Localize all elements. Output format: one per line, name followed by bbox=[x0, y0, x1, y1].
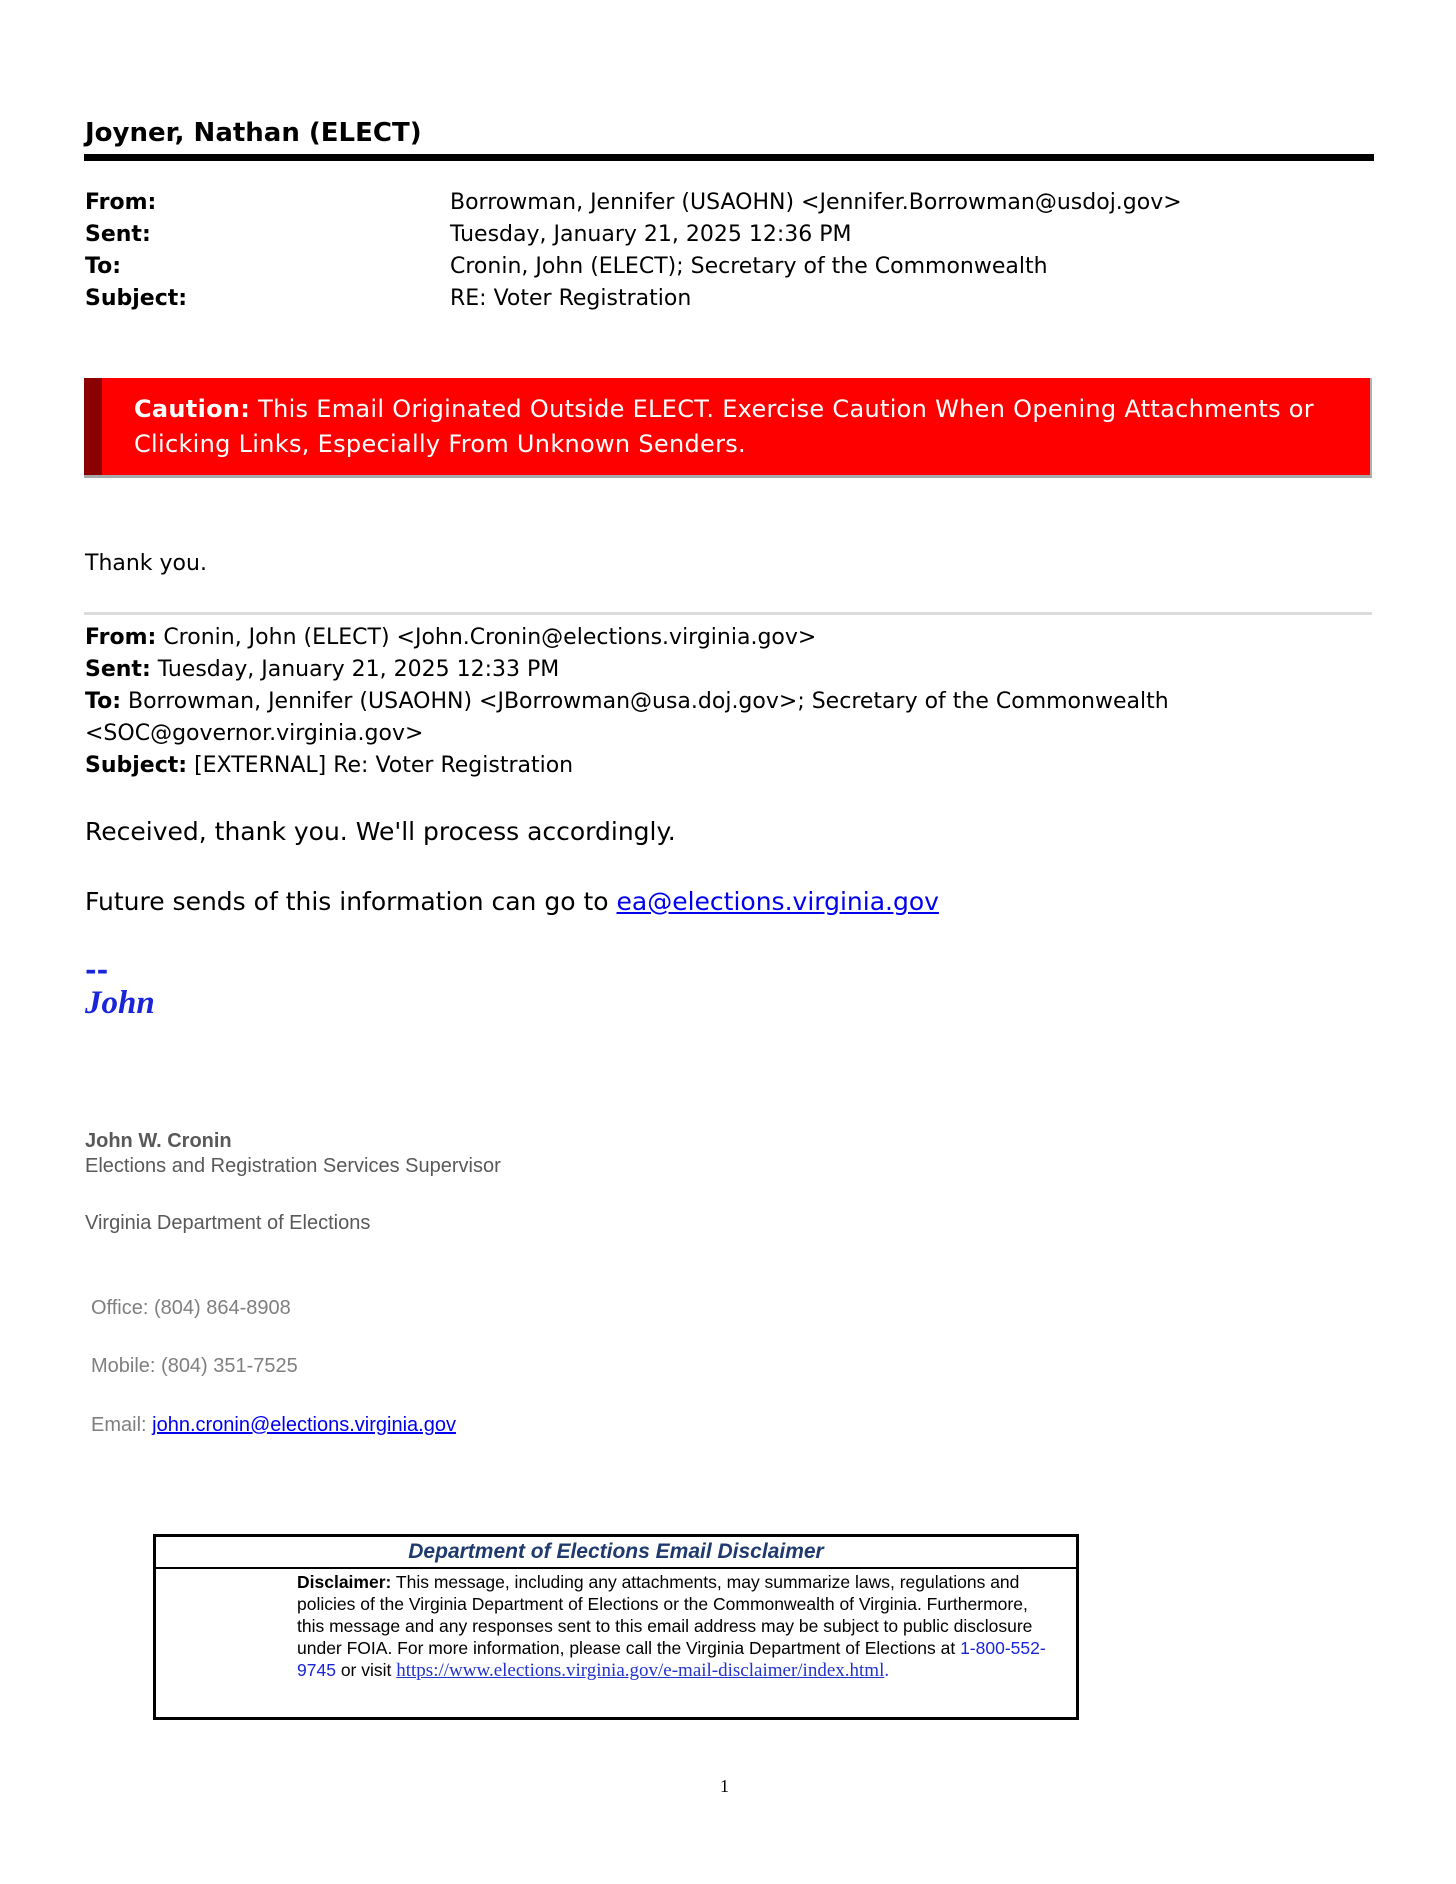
quoted-subject-label: Subject: bbox=[85, 753, 188, 778]
sent-label: Sent: bbox=[85, 222, 151, 247]
signature-name: John bbox=[85, 985, 155, 1021]
disclaimer-body bbox=[297, 1571, 1057, 1682]
quoted-body-prefix: Future sends of this information can go to bbox=[85, 887, 609, 916]
from-value: Borrowman, Jennifer (USAOHN) <Jennifer.Borrowman@usdoj.gov> bbox=[450, 190, 1182, 215]
caution-accent-bar bbox=[84, 378, 102, 475]
disclaimer-box bbox=[153, 1534, 1079, 1720]
disclaimer-end: . bbox=[884, 1660, 890, 1681]
caution-banner bbox=[84, 378, 1372, 478]
page-number: 1 bbox=[720, 1776, 729, 1796]
subject-label: Subject: bbox=[85, 286, 188, 311]
disclaimer-url-link[interactable]: https://www.elections.virginia.gov/e-mail-disclaimer/index.html bbox=[396, 1660, 885, 1681]
signature-mobile-phone: Mobile: (804) 351-7525 bbox=[91, 1355, 298, 1377]
quoted-to-line bbox=[85, 686, 1169, 718]
quoted-body-line2 bbox=[85, 884, 939, 920]
quoted-subject-line bbox=[85, 750, 573, 782]
disclaimer-phone: 1-800-552-9745 bbox=[297, 1638, 1046, 1680]
signature-email-link[interactable]: john.cronin@elections.virginia.gov bbox=[152, 1414, 456, 1436]
quoted-body-line1: Received, thank you. We'll process accordingly. bbox=[85, 817, 676, 846]
caution-message: This Email Originated Outside ELECT. Exercise Caution When Opening Attachments or Clicking Links, Especially From Unknown Senders. bbox=[134, 395, 1314, 458]
quoted-sent-value: Tuesday, January 21, 2025 12:33 PM bbox=[157, 657, 560, 682]
quoted-to-line2: <SOC@governor.virginia.gov> bbox=[85, 721, 424, 746]
quoted-from-line bbox=[85, 622, 816, 654]
quoted-from-value: Cronin, John (ELECT) <John.Cronin@elections.virginia.gov> bbox=[163, 625, 817, 650]
quoted-to-value: Borrowman, Jennifer (USAOHN) <JBorrowman@usa.doj.gov>; Secretary of the Commonwealth bbox=[128, 689, 1169, 714]
quote-divider bbox=[84, 612, 1372, 615]
caution-label: Caution: bbox=[134, 395, 251, 423]
reply-body: Thank you. bbox=[85, 551, 207, 576]
signature-department: Virginia Department of Elections bbox=[85, 1212, 371, 1234]
quoted-sent-label: Sent: bbox=[85, 657, 151, 682]
signature-email-label: Email: bbox=[91, 1414, 147, 1436]
to-label: To: bbox=[85, 254, 121, 279]
signature-title: Elections and Registration Services Supervisor bbox=[85, 1155, 501, 1177]
signature-dash: -- bbox=[85, 953, 109, 986]
quoted-to-label: To: bbox=[85, 689, 121, 714]
disclaimer-title: Department of Elections Email Disclaimer bbox=[156, 1537, 1076, 1569]
caution-text bbox=[134, 392, 1334, 462]
signature-email-line bbox=[91, 1411, 456, 1439]
sent-value: Tuesday, January 21, 2025 12:36 PM bbox=[450, 222, 852, 247]
mailbox-owner: Joyner, Nathan (ELECT) bbox=[85, 118, 422, 148]
disclaimer-or-visit: or visit bbox=[340, 1660, 392, 1680]
quoted-subject-value: [EXTERNAL] Re: Voter Registration bbox=[194, 753, 574, 778]
header-rule bbox=[84, 154, 1374, 161]
signature-full-name: John W. Cronin bbox=[85, 1130, 232, 1152]
quoted-from-label: From: bbox=[85, 625, 157, 650]
to-value: Cronin, John (ELECT); Secretary of the Commonwealth bbox=[450, 254, 1048, 279]
ea-email-link[interactable]: ea@elections.virginia.gov bbox=[616, 887, 939, 916]
disclaimer-label: Disclaimer: bbox=[297, 1572, 392, 1592]
subject-value: RE: Voter Registration bbox=[450, 286, 692, 311]
disclaimer-text: This message, including any attachments, may summarize laws, regulations and policies of the Virginia Department of Elections or the Commonwealth of Virginia. Furthermore, this message and any responses sent to this email address may be subject to public disclosure under FOIA. For more information, please call the Virginia Department of Elections at bbox=[297, 1572, 1033, 1658]
signature-office-phone: Office: (804) 864-8908 bbox=[91, 1297, 291, 1319]
from-label: From: bbox=[85, 190, 157, 215]
quoted-sent-line bbox=[85, 654, 559, 686]
